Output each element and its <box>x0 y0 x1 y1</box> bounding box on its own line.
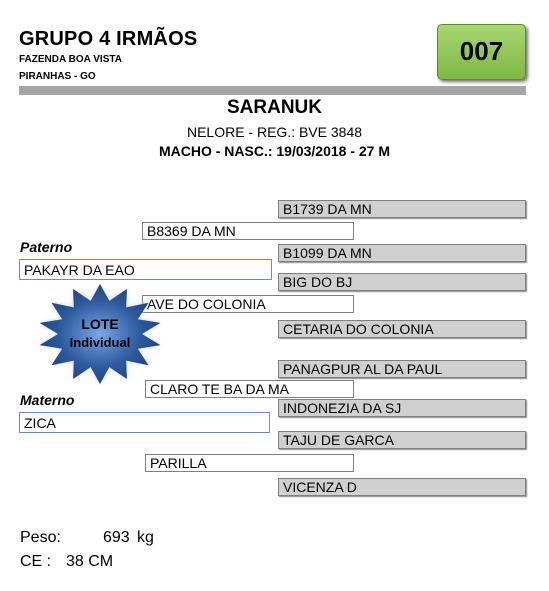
pedigree-sire-dam: AVE DO COLONIA <box>142 295 354 313</box>
lote-badge-line1: LOTE <box>81 316 119 332</box>
weight-unit: kg <box>137 529 154 546</box>
pedigree-dam-sire: CLARO TE BA DA MA <box>145 380 354 398</box>
ce-label: CE : <box>20 553 52 570</box>
pedigree-sire-sire: B8369 DA MN <box>142 222 354 240</box>
lot-number-badge: 007 <box>437 24 526 80</box>
ce-value: 38 CM <box>66 553 114 570</box>
pedigree-dam-sire-dam: INDONEZIA DA SJ <box>278 399 526 417</box>
maternal-label: Materno <box>20 392 75 408</box>
pedigree-sire: PAKAYR DA EAO <box>19 259 272 280</box>
pedigree-sire-sire-sire: B1739 DA MN <box>278 200 526 218</box>
weight-value: 693 <box>103 529 130 546</box>
farm-name: FAZENDA BOA VISTA <box>19 54 122 65</box>
pedigree-dam-dam-dam: VICENZA D <box>278 478 526 496</box>
lote-individual-star-icon <box>34 282 166 386</box>
paternal-label: Paterno <box>20 239 73 255</box>
farm-location: PIRANHAS - GO <box>19 71 96 82</box>
pedigree-dam: ZICA <box>19 412 270 433</box>
pedigree-dam-dam-sire: TAJU DE GARCA <box>278 431 526 449</box>
pedigree-sire-sire-dam: B1099 DA MN <box>278 244 526 262</box>
pedigree-dam-dam: PARILLA <box>145 454 354 472</box>
farm-group-title: GRUPO 4 IRMÃOS <box>19 28 198 50</box>
pedigree-sire-dam-sire: BIG DO BJ <box>278 273 526 291</box>
pedigree-dam-sire-sire: PANAGPUR AL DA PAUL <box>278 360 526 378</box>
animal-name: SARANUK <box>227 97 322 118</box>
weight-label: Peso: <box>20 529 61 546</box>
lote-badge-line2: Individual <box>69 335 131 350</box>
breed-registration: NELORE - REG.: BVE 3848 <box>186 124 363 140</box>
sex-birthdate: MACHO - NASC.: 19/03/2018 - 27 M <box>158 143 391 159</box>
header-divider <box>19 86 526 95</box>
pedigree-sire-dam-dam: CETARIA DO COLONIA <box>278 320 526 338</box>
